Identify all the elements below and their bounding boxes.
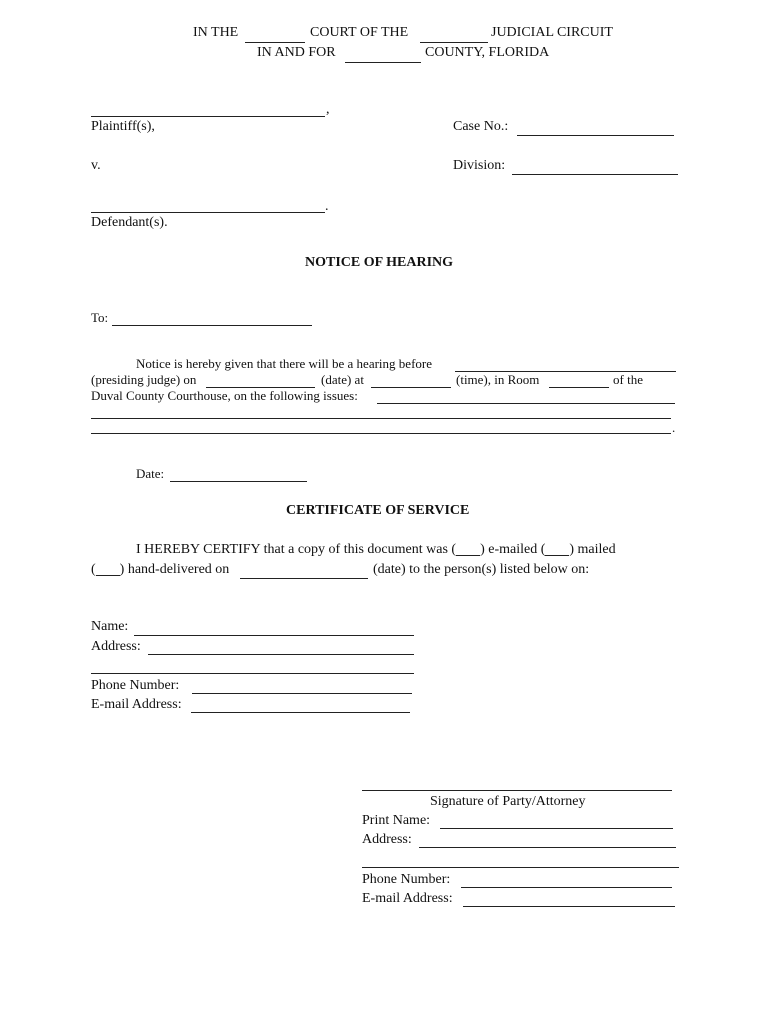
service-address-field-1[interactable] [148, 638, 414, 655]
service-phone-field[interactable] [192, 677, 412, 694]
mailed-checkbox-blank[interactable] [545, 543, 569, 556]
division-label: Division: [453, 158, 506, 173]
signature-email-field[interactable] [463, 890, 675, 907]
service-address-field-2[interactable] [91, 657, 414, 674]
service-email-field[interactable] [191, 696, 410, 713]
signature-address-field-1[interactable] [419, 831, 676, 848]
versus-label: v. [91, 158, 101, 173]
caption-judicial-circuit: JUDICIAL CIRCUIT [491, 25, 613, 40]
certificate-date-to-persons: (date) to the person(s) listed below on: [373, 562, 590, 577]
signature-phone-label: Phone Number: [362, 872, 451, 887]
notice-time-in-room: (time), in Room [456, 372, 540, 387]
certificate-emailed-text: ) e-mailed ( [480, 542, 546, 557]
notice-presiding-judge-on: (presiding judge) on [91, 372, 197, 387]
print-name-field[interactable] [440, 812, 673, 829]
signature-email-label: E-mail Address: [362, 891, 453, 906]
notice-date-at: (date) at [321, 372, 364, 387]
defendant-period: . [325, 199, 329, 214]
service-email-label: E-mail Address: [91, 697, 182, 712]
defendant-label: Defendant(s). [91, 215, 168, 230]
caption-court-of-the: COURT OF THE [310, 25, 409, 40]
certificate-line-2 [91, 562, 229, 578]
division-field[interactable] [512, 158, 678, 175]
caption-county-florida: COUNTY, FLORIDA [425, 45, 550, 60]
signature-address-field-2[interactable] [362, 851, 679, 868]
print-name-label: Print Name: [362, 813, 431, 828]
certificate-open-paren: ( [91, 562, 96, 577]
notice-body-line-1: Notice is hereby given that there will be a hearing before [136, 356, 432, 371]
certificate-title: CERTIFICATE OF SERVICE [286, 503, 470, 518]
certificate-line-1 [136, 542, 616, 558]
hearing-time-field[interactable] [371, 371, 451, 388]
signature-address-label: Address: [362, 832, 412, 847]
defendant-name-field[interactable] [91, 196, 325, 213]
notice-date-label: Date: [136, 466, 165, 481]
court-name-field[interactable] [245, 26, 305, 43]
service-phone-label: Phone Number: [91, 678, 180, 693]
issues-period: . [672, 420, 676, 435]
issues-field-3[interactable] [91, 417, 671, 434]
emailed-checkbox-blank[interactable] [456, 543, 480, 556]
to-field[interactable] [112, 309, 312, 326]
hand-delivered-checkbox-blank[interactable] [96, 563, 120, 576]
notice-title: NOTICE OF HEARING [305, 255, 454, 270]
service-address-label: Address: [91, 639, 141, 654]
service-name-field[interactable] [134, 619, 414, 636]
hearing-room-field[interactable] [549, 371, 609, 388]
case-no-label: Case No.: [453, 119, 509, 134]
signature-label: Signature of Party/Attorney [430, 794, 586, 809]
certificate-certify-text: I HEREBY CERTIFY that a copy of this document was ( [136, 542, 457, 557]
certificate-mailed-text: ) mailed [569, 542, 616, 557]
hearing-date-field[interactable] [206, 371, 315, 388]
caption-line-1 [193, 25, 238, 41]
service-date-field[interactable] [240, 562, 368, 579]
plaintiff-comma: , [326, 102, 330, 117]
caption-in-the: IN THE [193, 25, 239, 40]
plaintiff-label: Plaintiff(s), [91, 119, 155, 134]
service-name-label: Name: [91, 619, 129, 634]
certificate-hand-delivered-text: ) hand-delivered on [119, 562, 230, 577]
caption-in-and-for: IN AND FOR [257, 45, 336, 60]
notice-date-field[interactable] [170, 465, 307, 482]
signature-phone-field[interactable] [461, 871, 672, 888]
notice-courthouse-line: Duval County Courthouse, on the following issues: [91, 388, 358, 403]
presiding-judge-field[interactable] [455, 355, 676, 372]
notice-of-the: of the [613, 372, 643, 387]
plaintiff-name-field[interactable] [91, 100, 325, 117]
judicial-circuit-number-field[interactable] [420, 26, 488, 43]
county-name-field[interactable] [345, 46, 421, 63]
to-label: To: [91, 310, 109, 325]
case-no-field[interactable] [517, 119, 674, 136]
signature-field[interactable] [362, 774, 672, 791]
